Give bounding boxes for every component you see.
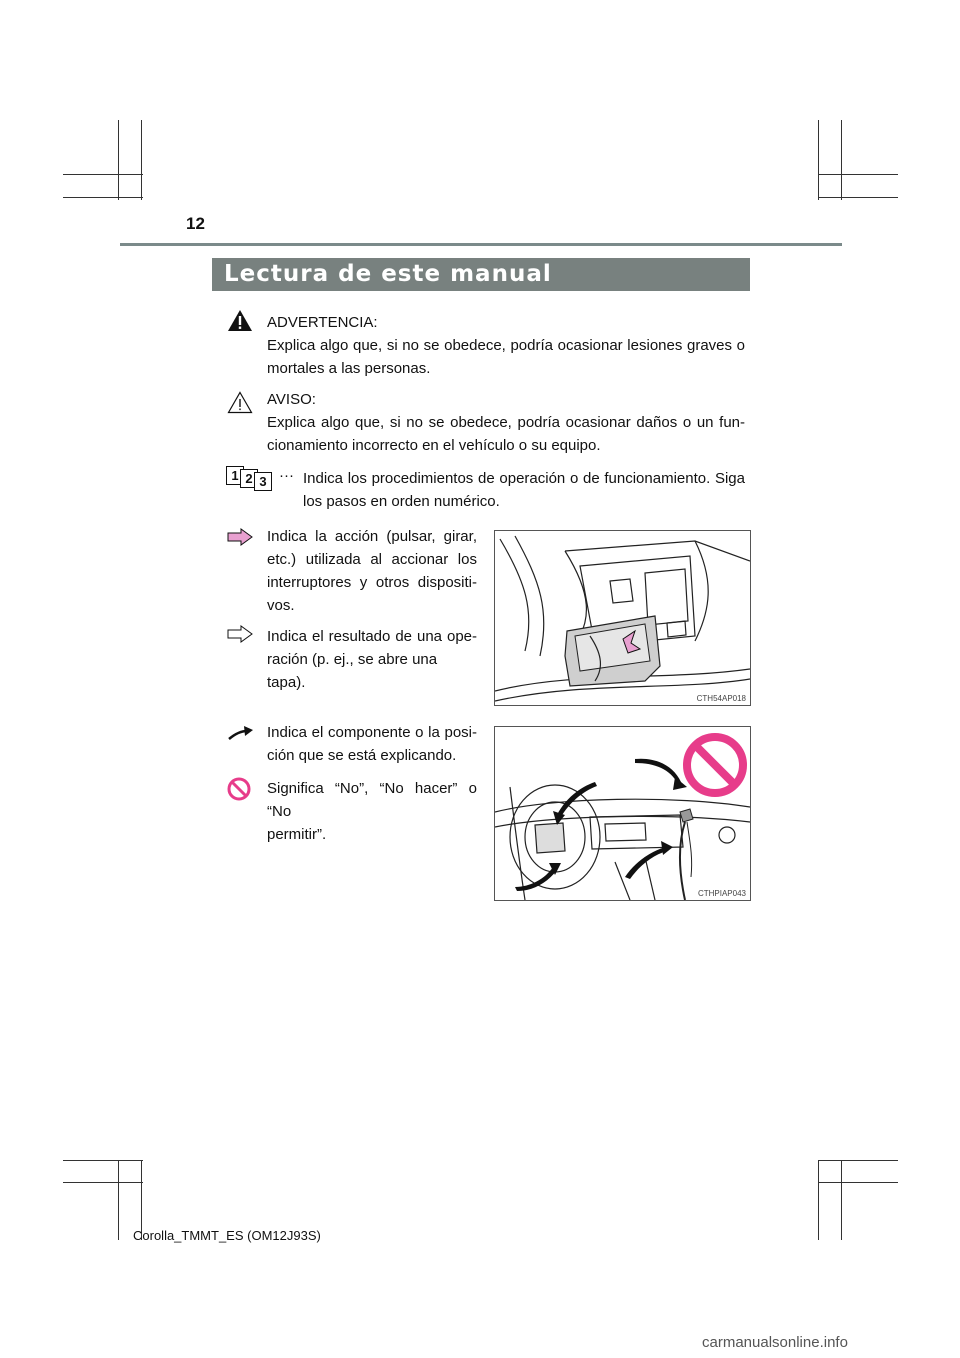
component-line: ción que se está explicando. [267,747,457,764]
result-text [267,625,477,694]
crop-mark [63,1182,143,1183]
warning-line: mortales a las personas. [267,360,431,377]
steps-line: los pasos en orden numérico. [303,493,500,510]
footer-model-code: Corolla_TMMT_ES (OM12J93S) [133,1228,321,1243]
prohibited-circle-icon [227,777,251,801]
warning-line: Explica algo que, si no se obedece, podría ocasionar lesiones graves o [267,337,745,354]
page-number: 12 [186,214,205,233]
action-line: interruptores y otros dispositi- [267,574,477,591]
result-line: ración (p. ej., se abre una tapa). [267,651,438,691]
crop-mark [63,174,143,175]
crop-mark [118,1160,119,1240]
result-arrow-outline-icon [227,625,253,643]
warning-label: ADVERTENCIA: [267,314,378,331]
crop-mark [63,1160,143,1161]
step-digit: 3 [259,474,267,489]
crop-mark [63,197,143,198]
crop-mark [818,1160,819,1240]
crop-mark [818,1182,898,1183]
figure-code: CTHPIAP043 [697,889,746,898]
warning-text [267,311,745,380]
steps-line: Indica los procedimientos de operación o de funcionamiento. Siga [303,470,745,487]
action-arrow-pink-icon [227,528,253,546]
step-digit: 1 [231,468,239,483]
warning-triangle-filled-icon [227,309,253,332]
steps-text [303,467,745,513]
watermark: carmanualsonline.info [702,1334,848,1351]
action-line: Indica la acción (pulsar, girar, [267,528,477,545]
step-digit: 2 [245,471,253,486]
prohibited-line: permitir”. [267,826,327,843]
notice-line: Explica algo que, si no se obedece, podría ocasionar daños o un fun- [267,414,745,431]
numbered-steps-icon [226,466,278,490]
crop-mark [818,1160,898,1161]
action-text [267,525,477,617]
prohibited-line: Significa “No”, “No hacer” o “No [267,780,477,820]
warning-triangle-outline-icon [227,391,253,414]
component-line: Indica el componente o la posi- [267,724,477,741]
pointer-arrow-icon [227,726,253,740]
dashboard-illustration [495,727,750,900]
component-text [267,721,477,767]
section-title: Lectura de este manual [224,261,552,287]
crop-mark [118,120,119,200]
crop-mark [841,1160,842,1240]
header-rule [120,243,842,246]
result-line: Indica el resultado de una ope- [267,628,477,645]
crop-mark [818,174,898,175]
steps-ellipsis: ··· [279,467,294,484]
overhead-console-figure [494,530,751,706]
crop-mark [818,120,819,200]
notice-text [267,388,745,457]
section-title-bar [212,258,750,291]
notice-label: AVISO: [267,391,316,408]
action-line: vos. [267,597,295,614]
crop-mark [841,120,842,200]
figure-code: CTH54AP018 [696,694,746,703]
crop-mark [818,197,898,198]
prohibited-text [267,777,477,846]
dashboard-figure [494,726,751,901]
notice-line: cionamiento incorrecto en el vehículo o su equipo. [267,437,601,454]
overhead-console-illustration [495,531,750,705]
step-box [254,472,272,491]
crop-mark [141,120,142,200]
action-line: etc.) utilizada al accionar los [267,551,477,568]
